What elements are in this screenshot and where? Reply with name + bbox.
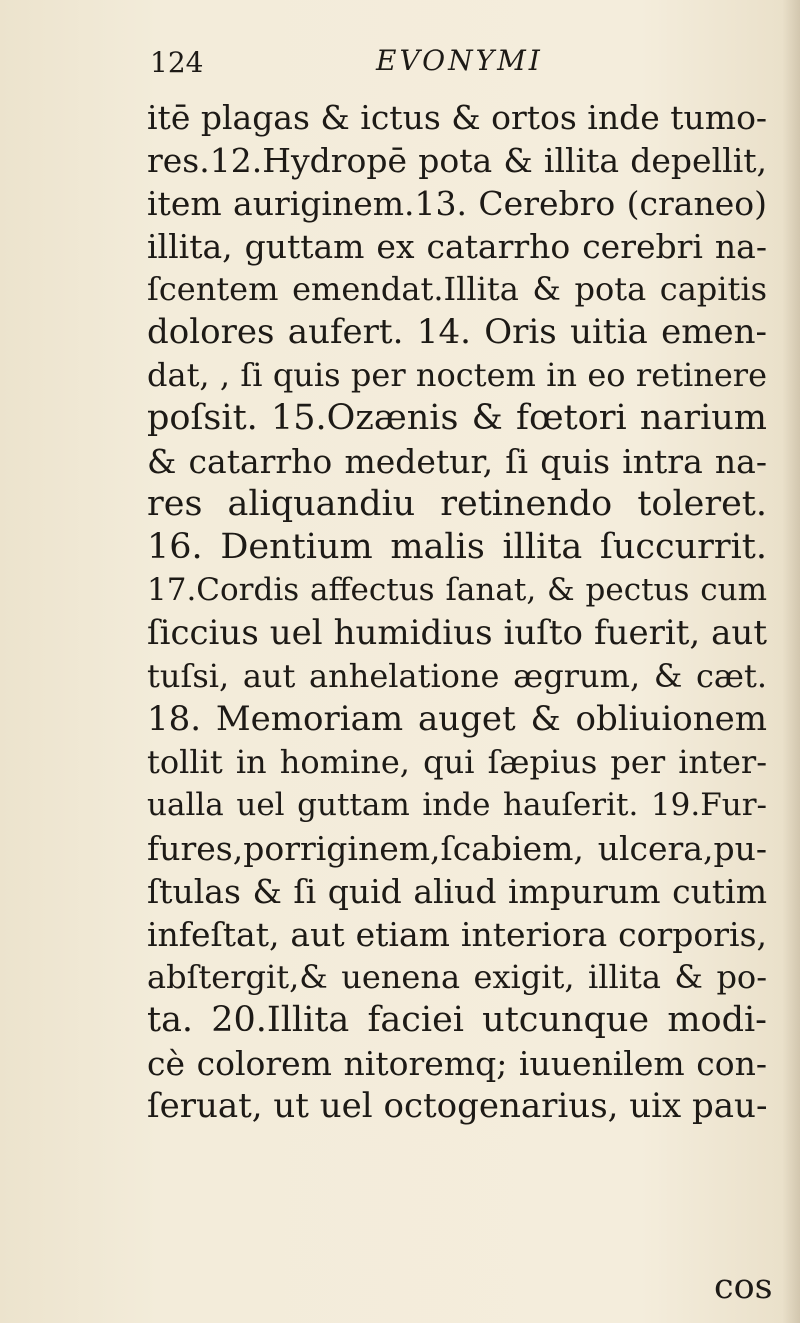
text-line: ſeruat, ut uel octogenarius, uix pau-	[147, 1086, 768, 1126]
text-line: ſcentem emendat.Illita & pota capitis	[147, 270, 767, 308]
text-line: ta. 20.Illita faciei utcunque modi-	[147, 1000, 767, 1040]
text-line: 17.Cordis affectus ſanat, & pectus cum	[147, 572, 767, 608]
text-line: dat, , ſi quis per noctem in eo retinere	[147, 356, 767, 394]
text-line: res aliquandiu retinendo toleret.	[147, 484, 767, 524]
catchword: cos	[714, 1267, 773, 1307]
text-line: ſiccius uel humidius iuſto fuerit, aut	[147, 613, 767, 653]
text-line: itē plagas & ictus & ortos inde tumo-	[147, 98, 768, 137]
text-line: illita, guttam ex catarrho cerebri na-	[147, 227, 767, 266]
text-line: res.12.Hydropē pota & illita depellit,	[147, 141, 767, 180]
page-edge-shadow	[782, 0, 800, 1323]
text-line: poſsit. 15.Ozænis & fœtori narium	[147, 398, 767, 438]
text-line: fures,porriginem,ſcabiem, ulcera,pu-	[147, 829, 767, 868]
text-line: & catarrho medetur, ſi quis intra na-	[147, 442, 767, 481]
page-number: 124	[150, 46, 204, 79]
text-line: abſtergit,& uenena exigit, illita & po-	[147, 958, 767, 996]
text-line: 16. Dentium malis illita ſuccurrit.	[147, 527, 767, 567]
text-line: infeſtat, aut etiam interiora corporis,	[147, 915, 767, 954]
text-line: ualla uel guttam inde hauſerit. 19.Fur-	[147, 787, 767, 823]
body-text	[147, 96, 767, 1128]
text-line: item auriginem.13. Cerebro (craneo)	[147, 184, 767, 223]
text-line: 18. Memoriam auget & obliuionem	[147, 699, 767, 739]
text-line: cè colorem nitoremq; iuuenilem con-	[147, 1044, 767, 1083]
running-head: EVONYMI	[376, 44, 543, 77]
text-line: tollit in homine, qui ſæpius per inter-	[147, 743, 767, 781]
text-line: tuſsi, aut anhelatione ægrum, & cæt.	[147, 657, 767, 695]
text-line: ſtulas & ſi quid aliud impurum cutim	[147, 872, 767, 911]
text-line: dolores aufert. 14. Oris uitia emen-	[147, 312, 767, 352]
